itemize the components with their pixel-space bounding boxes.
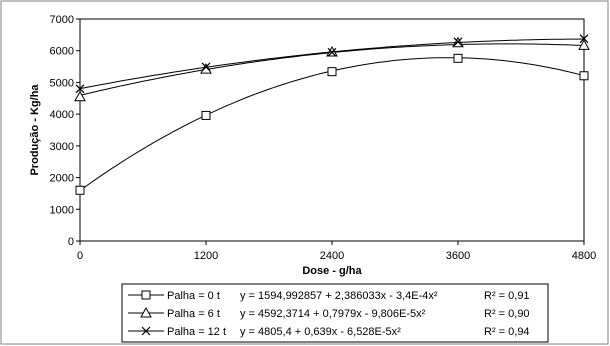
- x-tick-label: 4800: [571, 250, 597, 262]
- legend-series-name: Palha = 12 t: [167, 326, 227, 338]
- data-point-series-1: [328, 68, 336, 76]
- y-tick-label: 1000: [49, 204, 74, 217]
- y-axis-title: Produção - Kg/ha: [29, 84, 41, 176]
- y-tick-label: 6000: [49, 45, 74, 58]
- y-tick-label: 3000: [49, 140, 74, 153]
- legend-r-squared: R² = 0,90: [484, 308, 530, 320]
- y-tick-label: 0: [67, 236, 74, 248]
- y-tick-label: 5000: [49, 77, 74, 90]
- x-tick-label: 0: [76, 250, 84, 262]
- legend: [122, 284, 548, 342]
- x-tick-label: 3600: [445, 250, 471, 262]
- legend-marker-1: [142, 291, 150, 299]
- legend-r-squared: R² = 0,91: [484, 290, 530, 302]
- legend-equation: y = 4592,3714 + 0,7979x - 9,806E-5x²: [240, 308, 426, 320]
- data-point-series-1: [580, 72, 588, 80]
- legend-series-name: Palha = 6 t: [167, 308, 220, 320]
- legend-equation: y = 4805,4 + 0,639x - 6,528E-5x²: [240, 326, 401, 338]
- legend-r-squared: R² = 0,94: [484, 326, 530, 338]
- data-point-series-1: [454, 54, 462, 62]
- legend-series-name: Palha = 0 t: [167, 290, 220, 302]
- y-tick-label: 7000: [49, 14, 74, 26]
- x-tick-label: 1200: [193, 250, 219, 262]
- legend-equation: y = 1594,992857 + 2,386033x - 3,4E-4x²: [240, 290, 438, 302]
- data-point-series-1: [202, 111, 210, 119]
- y-tick-label: 4000: [49, 109, 74, 122]
- x-axis-title: Dose - g/ha: [302, 265, 362, 277]
- data-point-series-1: [76, 186, 84, 194]
- x-tick-label: 2400: [319, 250, 345, 262]
- y-tick-label: 2000: [49, 172, 74, 185]
